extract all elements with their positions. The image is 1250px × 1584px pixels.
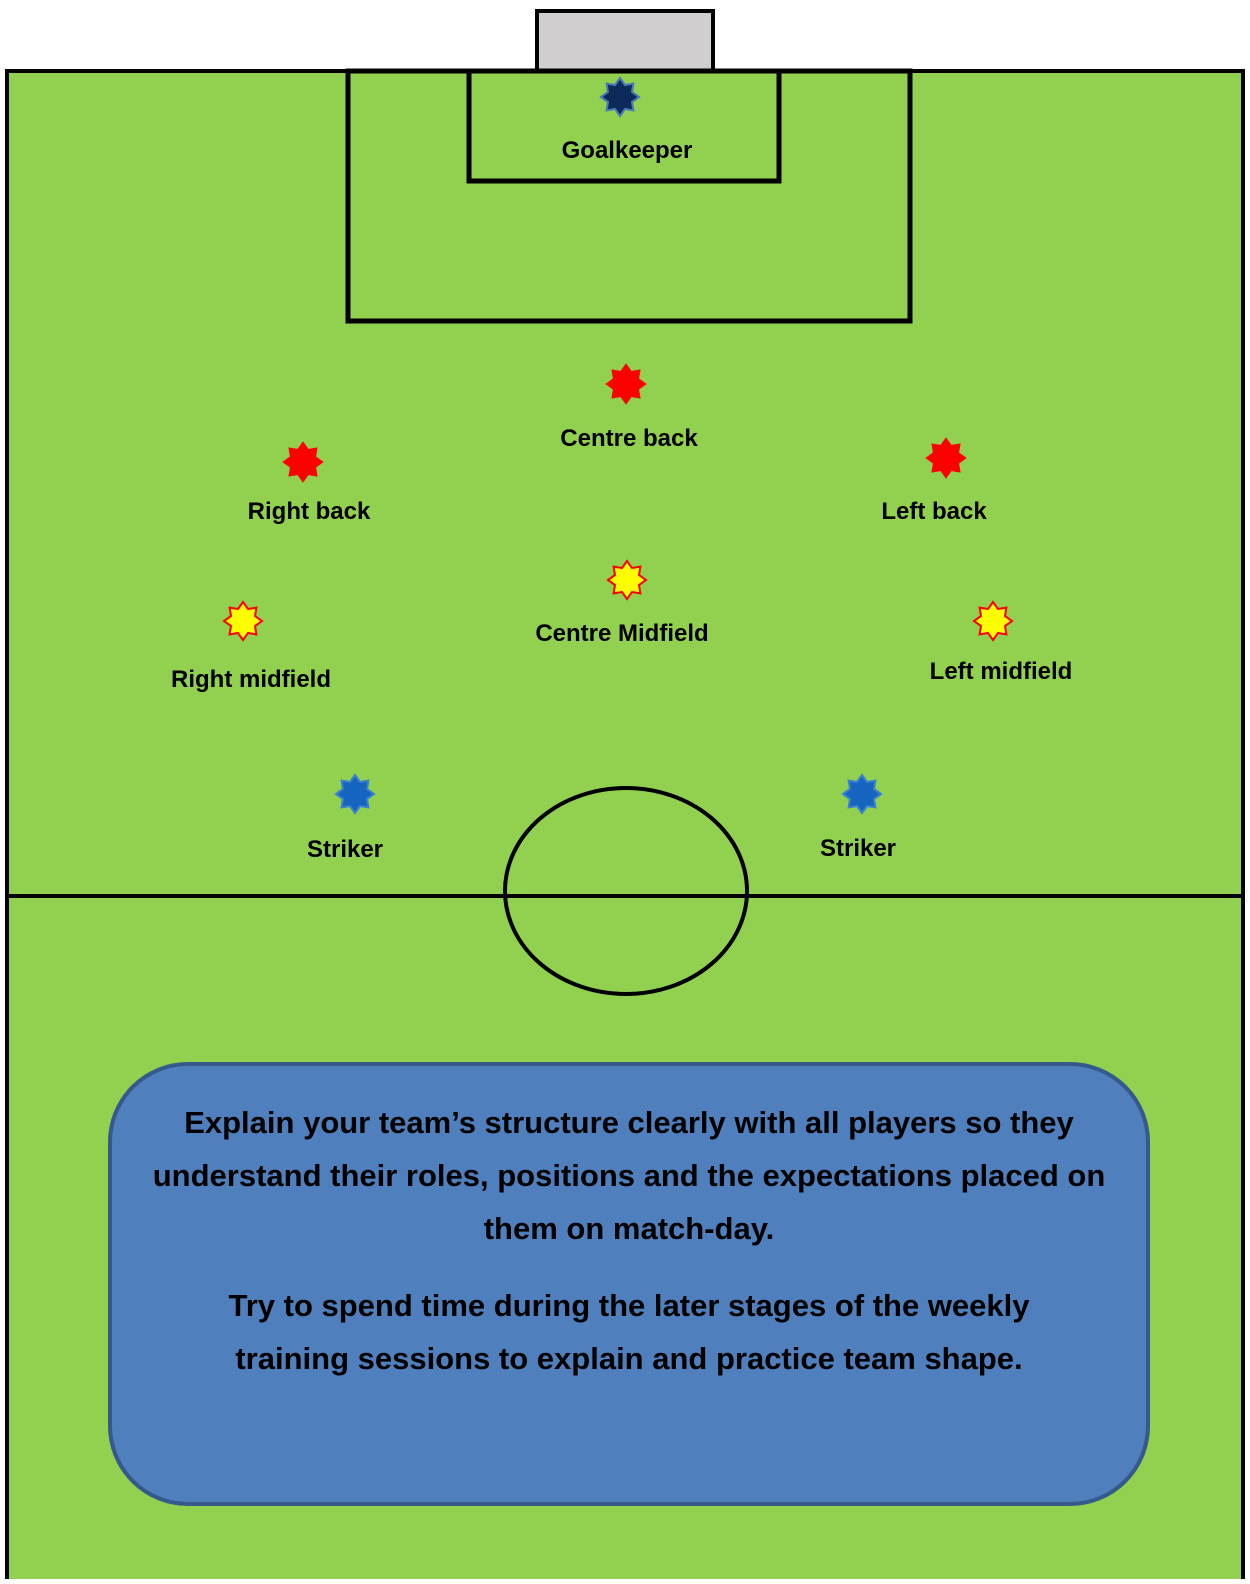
label-striker-left: Striker bbox=[819, 835, 897, 862]
label-centre-back: Centre back bbox=[560, 425, 698, 452]
midfielder-star-icon bbox=[608, 561, 646, 599]
defender-star-icon bbox=[284, 443, 322, 481]
note-paragraph-2: Try to spend time during the later stages of the weekly training sessions to explain and practice team shape. bbox=[228, 1288, 1030, 1376]
goal bbox=[537, 11, 713, 71]
label-centre-midfield: Centre Midfield bbox=[535, 620, 709, 647]
coaching-note-box bbox=[108, 1062, 1150, 1506]
defender-star-icon bbox=[927, 439, 965, 477]
label-left-back: Left back bbox=[881, 498, 987, 525]
label-left-midfield: Left midfield bbox=[929, 658, 1073, 685]
label-right-back: Right back bbox=[247, 498, 371, 525]
label-right-midfield: Right midfield bbox=[171, 666, 331, 693]
midfielder-star-icon bbox=[224, 602, 262, 640]
striker-star-icon bbox=[336, 775, 374, 813]
note-paragraph-1: Explain your team’s structure clearly with all players so they understand their roles, positions and the expectations placed on them on match-day. bbox=[152, 1105, 1106, 1246]
striker-star-icon bbox=[843, 775, 881, 813]
defender-star-icon bbox=[607, 365, 645, 403]
label-striker-right: Striker bbox=[306, 836, 384, 863]
goalkeeper-star-icon bbox=[601, 78, 639, 116]
label-goalkeeper: Goalkeeper bbox=[561, 137, 693, 164]
midfielder-star-icon bbox=[974, 602, 1012, 640]
